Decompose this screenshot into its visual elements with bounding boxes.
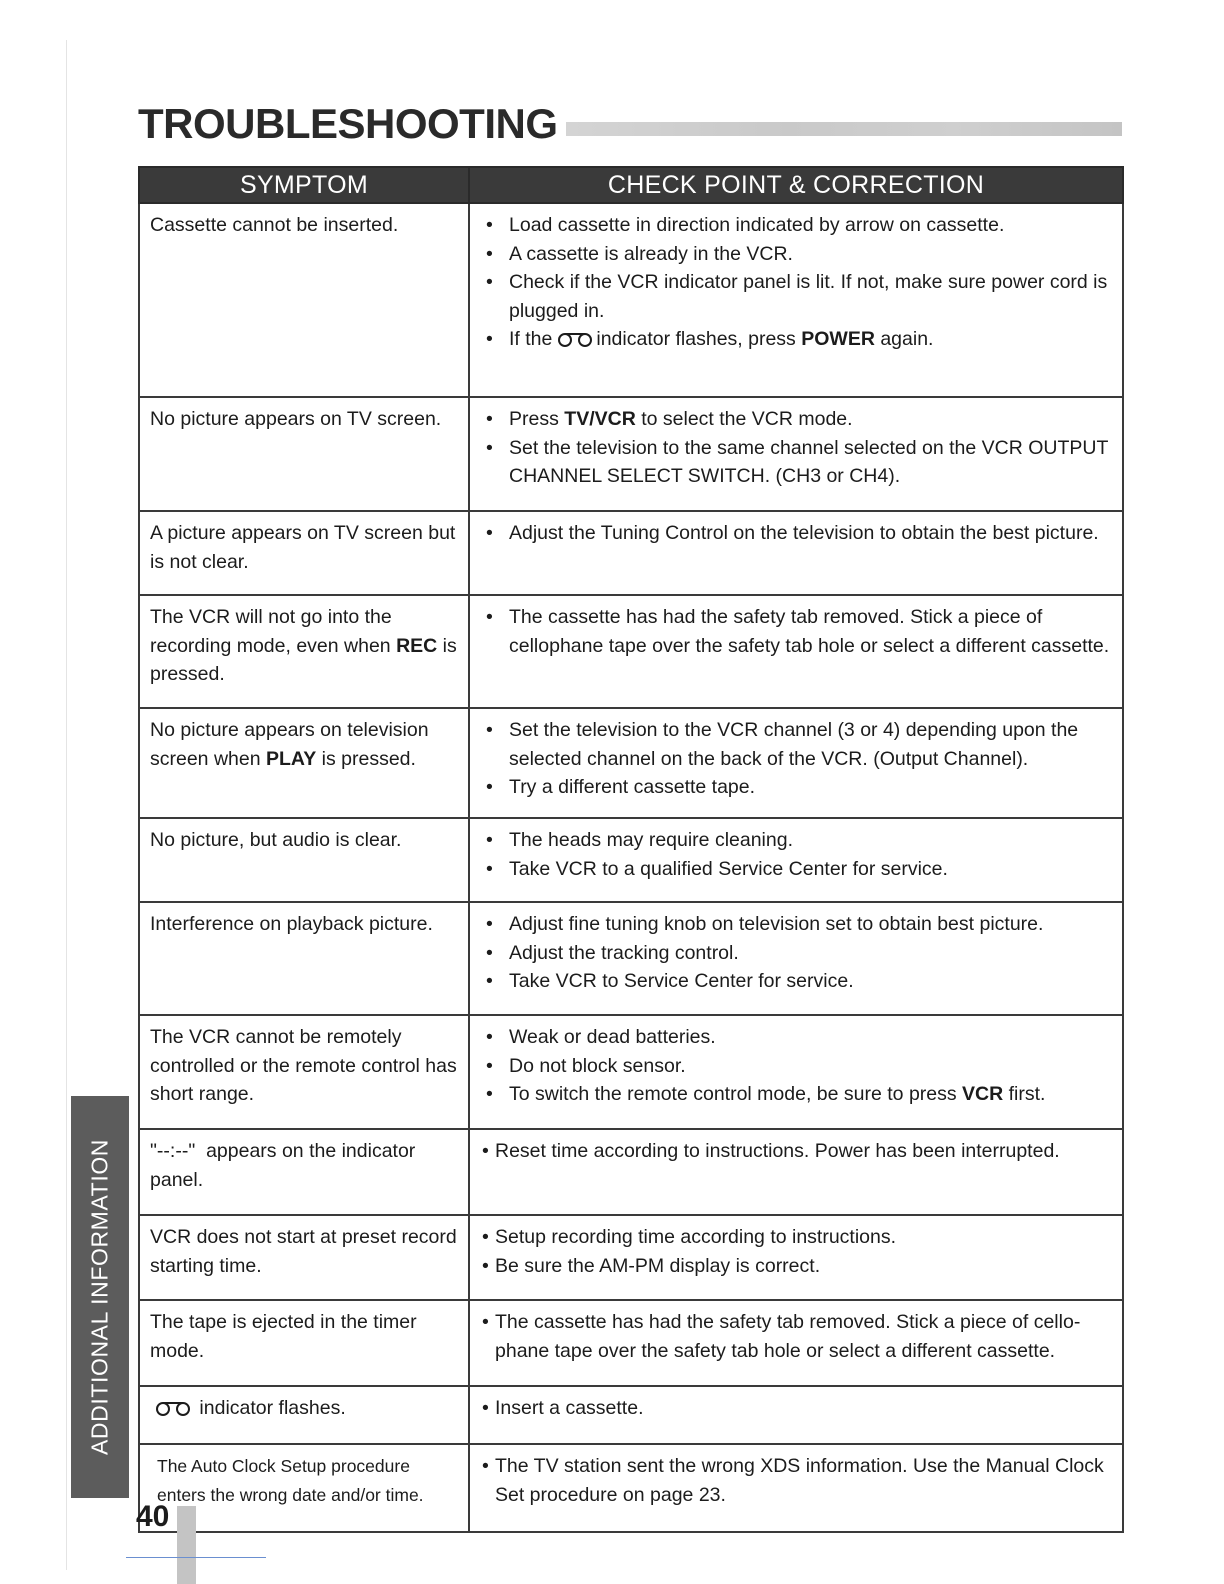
list-item: • Try a different cassette tape.: [484, 773, 1116, 802]
page-title: TROUBLESHOOTING: [138, 100, 558, 147]
correction-cell: [469, 1015, 1123, 1129]
column-header-check-point: CHECK POINT & CORRECTION: [469, 167, 1123, 203]
correction-cell: [469, 203, 1123, 397]
symptom-cell: No picture, but audio is clear.: [139, 818, 469, 902]
correction-cell: [469, 511, 1123, 595]
list-item: • Adjust the Tuning Control on the television to obtain the best picture.: [484, 519, 1116, 548]
bottom-rule: [126, 1557, 266, 1558]
title-row: [138, 98, 1122, 150]
page-edge-rule: [66, 40, 67, 1570]
list-item: • To switch the remote control mode, be sure to press VCR first.: [484, 1080, 1116, 1109]
table-row: [139, 818, 1123, 902]
table-row: [139, 1444, 1123, 1532]
list-item: • Weak or dead batteries.: [484, 1023, 1116, 1052]
sidebar-section-label: ADDITIONAL INFORMATION: [86, 1138, 113, 1456]
table-row: [139, 511, 1123, 595]
correction-cell: [469, 1444, 1123, 1532]
list-item: • Do not block sensor.: [484, 1052, 1116, 1081]
correction-cell: [469, 1215, 1123, 1300]
list-item: • Set the television to the VCR channel (3 or 4) depending upon the selected channel on the back of the VCR. (Output Channel).: [484, 716, 1116, 773]
correction-cell: [469, 708, 1123, 818]
list-item: • Setup recording time according to instructions.: [484, 1223, 1116, 1252]
list-item: • Load cassette in direction indicated by arrow on cassette.: [484, 211, 1116, 240]
list-item: • If the indicator flashes, press POWER again.: [484, 325, 1116, 354]
list-item: • Check if the VCR indicator panel is lit. If not, make sure power cord is plugged in.: [484, 268, 1116, 325]
correction-cell: [469, 902, 1123, 1015]
symptom-cell: The tape is ejected in the timer mode.: [139, 1300, 469, 1386]
list-item: • Take VCR to Service Center for service.: [484, 967, 1116, 996]
symptom-cell: Interference on playback picture.: [139, 902, 469, 1015]
correction-cell: [469, 595, 1123, 708]
troubleshooting-table: [138, 166, 1124, 1533]
list-item: • Reset time according to instructions. Power has been interrupted.: [484, 1137, 1116, 1166]
column-header-symptom: SYMPTOM: [139, 167, 469, 203]
table-row: [139, 595, 1123, 708]
correction-cell: [469, 1386, 1123, 1444]
table-row: [139, 1015, 1123, 1129]
table-row: [139, 397, 1123, 511]
cassette-icon: [156, 1401, 190, 1415]
list-item: • Press TV/VCR to select the VCR mode.: [484, 405, 1116, 434]
list-item: • Insert a cassette.: [484, 1394, 1116, 1423]
list-item: • The cassette has had the safety tab removed. Stick a piece of cellophane tape over the safety tab hole or select a different cassette.: [484, 603, 1116, 660]
table-row: [139, 203, 1123, 397]
correction-cell: [469, 397, 1123, 511]
list-item: • The heads may require cleaning.: [484, 826, 1116, 855]
table-row: [139, 1386, 1123, 1444]
symptom-cell: No picture appears on television screen when PLAY is pressed.: [139, 708, 469, 818]
symptom-cell: The VCR cannot be remotely controlled or the remote control has short range.: [139, 1015, 469, 1129]
symptom-cell: indicator flashes.: [139, 1386, 469, 1444]
list-item: • The cassette has had the safety tab removed. Stick a piece of cello-phane tape over the safety tab hole or select a different cassette.: [484, 1308, 1116, 1365]
symptom-cell: Cassette cannot be inserted.: [139, 203, 469, 397]
list-item: • A cassette is already in the VCR.: [484, 240, 1116, 269]
page-number: 40: [136, 1500, 170, 1533]
list-item: • Take VCR to a qualified Service Center for service.: [484, 855, 1116, 884]
symptom-cell: "--:--" appears on the indicator panel.: [139, 1129, 469, 1215]
list-item: • Adjust the tracking control.: [484, 939, 1116, 968]
symptom-cell: The Auto Clock Setup procedure enters the wrong date and/or time.: [139, 1444, 469, 1532]
symptom-cell: VCR does not start at preset record starting time.: [139, 1215, 469, 1300]
correction-cell: [469, 1300, 1123, 1386]
table-row: [139, 1129, 1123, 1215]
cassette-icon: [558, 332, 592, 346]
symptom-cell: No picture appears on TV screen.: [139, 397, 469, 511]
table-header-row: [139, 167, 1123, 203]
list-item: • The TV station sent the wrong XDS information. Use the Manual Clock Set procedure on page 23.: [484, 1452, 1116, 1509]
correction-cell: [469, 818, 1123, 902]
table-row: [139, 1300, 1123, 1386]
correction-cell: [469, 1129, 1123, 1215]
page-number-tab: [177, 1506, 196, 1584]
symptom-cell: A picture appears on TV screen but is not clear.: [139, 511, 469, 595]
table-row: [139, 1215, 1123, 1300]
title-decorative-bar: [566, 122, 1122, 136]
list-item: • Set the television to the same channel selected on the VCR OUTPUT CHANNEL SELECT SWITCH. (CH3 or CH4).: [484, 434, 1116, 491]
table-row: [139, 902, 1123, 1015]
table-row: [139, 708, 1123, 818]
list-item: • Adjust fine tuning knob on television set to obtain best picture.: [484, 910, 1116, 939]
list-item: • Be sure the AM-PM display is correct.: [484, 1252, 1116, 1281]
symptom-cell: The VCR will not go into the recording mode, even when REC is pressed.: [139, 595, 469, 708]
section-sidebar-tab: [71, 1096, 129, 1498]
